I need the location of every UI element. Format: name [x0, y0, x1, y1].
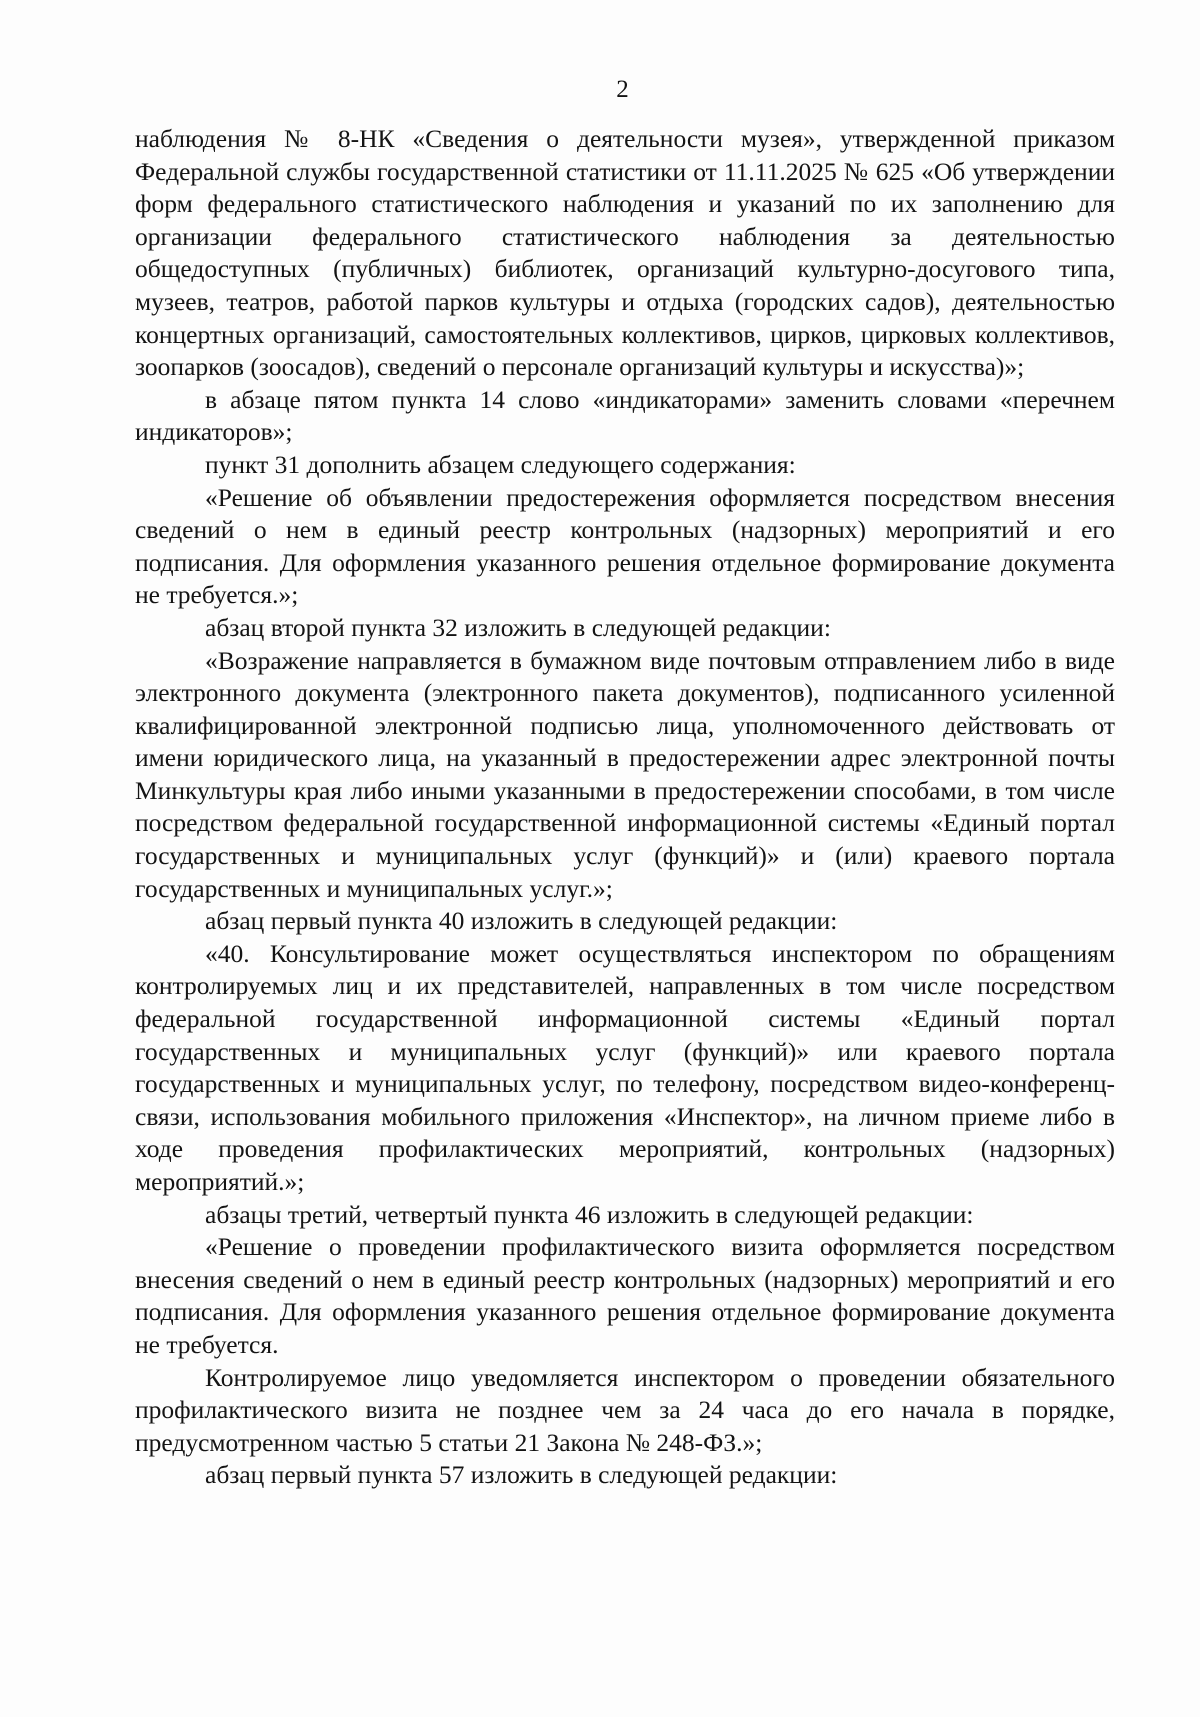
- paragraph: «Решение об объявлении предостережения оформляется посредством внесения сведений о нем в единый реестр контрольных (надзорных) мероприятий и его подписания. Для оформления указанного решения отдельное формирование документа не требуется.»;: [135, 482, 1115, 610]
- paragraph: абзац первый пункта 57 изложить в следующей редакции:: [205, 1460, 838, 1490]
- paragraph: в абзаце пятом пункта 14 слово «индикаторами» заменить словами «перечнем индикаторов»;: [135, 384, 1115, 447]
- paragraph: пункт 31 дополнить абзацем следующего содержания:: [205, 449, 796, 479]
- document-body: [135, 123, 1115, 1492]
- page-number: 2: [616, 76, 629, 103]
- paragraph: абзац первый пункта 40 изложить в следующей редакции:: [205, 906, 838, 936]
- paragraph: абзац второй пункта 32 изложить в следующей редакции:: [205, 612, 831, 642]
- paragraph: Контролируемое лицо уведомляется инспектором о проведении обязательного профилактического визита не позднее чем за 24 часа до его начала в порядке, предусмотренном частью 5 статьи 21 Закона № 248-ФЗ.»;: [135, 1362, 1115, 1457]
- paragraph: абзацы третий, четвертый пункта 46 изложить в следующей редакции:: [205, 1199, 974, 1229]
- paragraph: наблюдения № 8-НК «Сведения о деятельности музея», утвержденной приказом Федеральной службы государственной статистики от 11.11.2025 № 625 «Об утверждении форм федерального статистического наблюдения и указаний по их заполнению для организации федерального статистического наблюдения за деятельностью общедоступных (публичных) библиотек, организаций культурно-досугового типа, музеев, театров, работой парков культуры и отдыха (городских садов), деятельностью концертных организаций, самостоятельных коллективов, цирков, цирковых коллективов, зоопарков (зоосадов), сведений о персонале организаций культуры и искусства)»;: [135, 124, 1115, 382]
- paragraph: «Возражение направляется в бумажном виде почтовым отправлением либо в виде электронного документа (электронного пакета документов), подписанного усиленной квалифицированной электронной подписью лица, уполномоченного действовать от имени юридического лица, на указанный в предостережении адрес электронной почты Минкультуры края либо иными указанными в предостережении способами, в том числе посредством федеральной государственной информационной системы «Единый портал государственных и муниципальных услуг (функций)» и (или) краевого портала государственных и муниципальных услуг.»;: [135, 645, 1115, 903]
- paragraph: «Решение о проведении профилактического визита оформляется посредством внесения сведений о нем в единый реестр контрольных (надзорных) мероприятий и его подписания. Для оформления указанного решения отдельное формирование документа не требуется.: [135, 1232, 1115, 1359]
- paragraph: «40. Консультирование может осуществляться инспектором по обращениям контролируемых лиц и их представителей, направленных в том числе посредством федеральной государственной информационной системы «Единый портал государственных и муниципальных услуг (функций)» или краевого портала государственных и муниципальных услуг, по телефону, посредством видео-конференц-связи, использования мобильного приложения «Инспектор», на личном приеме либо в ходе проведения профилактических мероприятий, контрольных (надзорных) мероприятий.»;: [135, 938, 1115, 1196]
